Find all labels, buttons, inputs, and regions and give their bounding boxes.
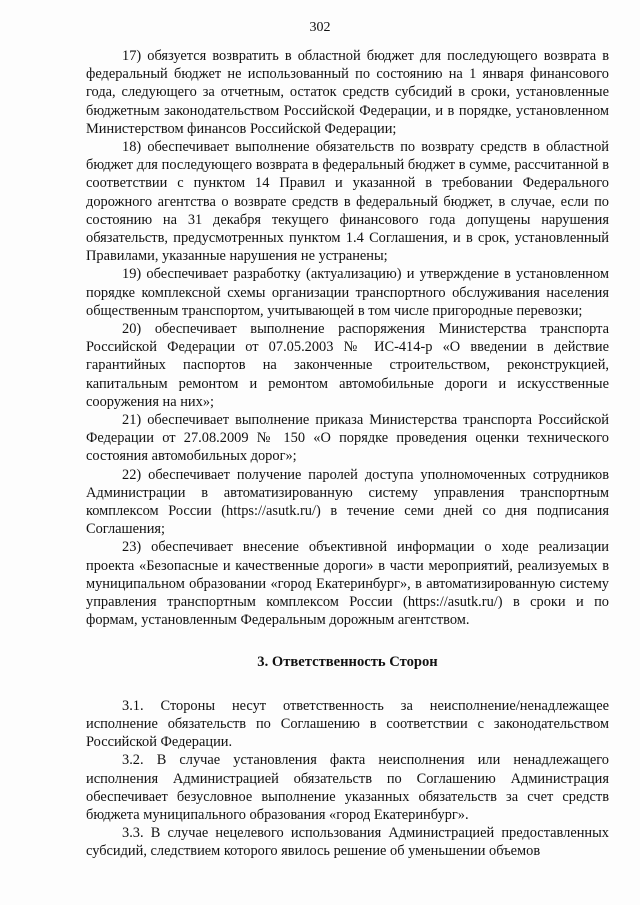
paragraph-20: 20) обеспечивает выполнение распоряжения Министерства транспорта Российской Федерации от 07.05.2003 № ИС-414-р «О введении в действие гарантийных паспортов на законченные строительством, реконструкцией, капитальным ремонтом и ремонтом автомобильные дороги и искусственные сооружения на них»; — [86, 321, 609, 410]
section-heading: 3. Ответственность Сторон — [257, 653, 438, 670]
paragraph-23: 23) обеспечивает внесение объективной информации о ходе реализации проекта «Безопасные и качественные дороги» в части мероприятий, реализуемых в муниципальном образовании «город Екатеринбург», в автоматизированную систему управления транспортным комплексом России (https://asutk.ru/) в сроки и по формам, установленным Федеральным дорожным агентством. — [86, 539, 609, 629]
paragraph-18: 18) обеспечивает выполнение обязательств по возврату средств в областной бюджет для последующего возврата в федеральный бюджет в сумме, рассчитанной в соответствии с пунктом 14 Правил и указанной в требовании Федерального дорожного агентства о возврате средств в федеральный бюджет, в случае, если по состоянию на 31 декабря текущего финансового года допущены нарушения обязательств, предусмотренных пунктом 1.4 Соглашения, и в срок, установленный Правилами, указанные нарушения не устранены; — [86, 139, 609, 265]
paragraph-3-2: 3.2. В случае установления факта неисполнения или ненадлежащего исполнения Администрацией обязательств по Соглашению Администрация обеспечивает безусловное выполнение указанных обязательств за счет средств бюджета муниципального образования «город Екатеринбург». — [86, 752, 609, 823]
paragraph-3-3: 3.3. В случае нецелевого использования Администрацией предоставленных субсидий, следствием которого явилось решение об уменьшении объемов — [86, 825, 609, 860]
paragraph-21: 21) обеспечивает выполнение приказа Министерства транспорта Российской Федерации от 27.08.2009 № 150 «О порядке проведения оценки технического состояния автомобильных дорог»; — [86, 412, 609, 465]
paragraph-19: 19) обеспечивает разработку (актуализацию) и утверждение в установленном порядке комплексной схемы организации транспортного обслуживания населения общественным транспортом, учитывающей в том числе пригородные перевозки; — [86, 266, 609, 319]
page-number: 302 — [309, 20, 331, 35]
document-body — [86, 47, 609, 861]
paragraph-17: 17) обязуется возвратить в областной бюджет для последующего возврата в федеральный бюджет не использованный по состоянию на 1 января финансового года, следующего за отчетным, остаток средств субсидий в сроки, установленные бюджетным законодательством Российской Федерации, и в порядке, установленном Министерством финансов Российской Федерации; — [86, 48, 609, 137]
paragraph-22: 22) обеспечивает получение паролей доступа уполномоченных сотрудников Администрации в автоматизированную систему управления транспортным комплексом России (https://asutk.ru/) в течение семи дней со дня подписания Соглашения; — [86, 466, 609, 538]
paragraph-3-1: 3.1. Стороны несут ответственность за неисполнение/ненадлежащее исполнение обязательств по Соглашению в соответствии с законодательством Российской Федерации. — [86, 697, 609, 751]
